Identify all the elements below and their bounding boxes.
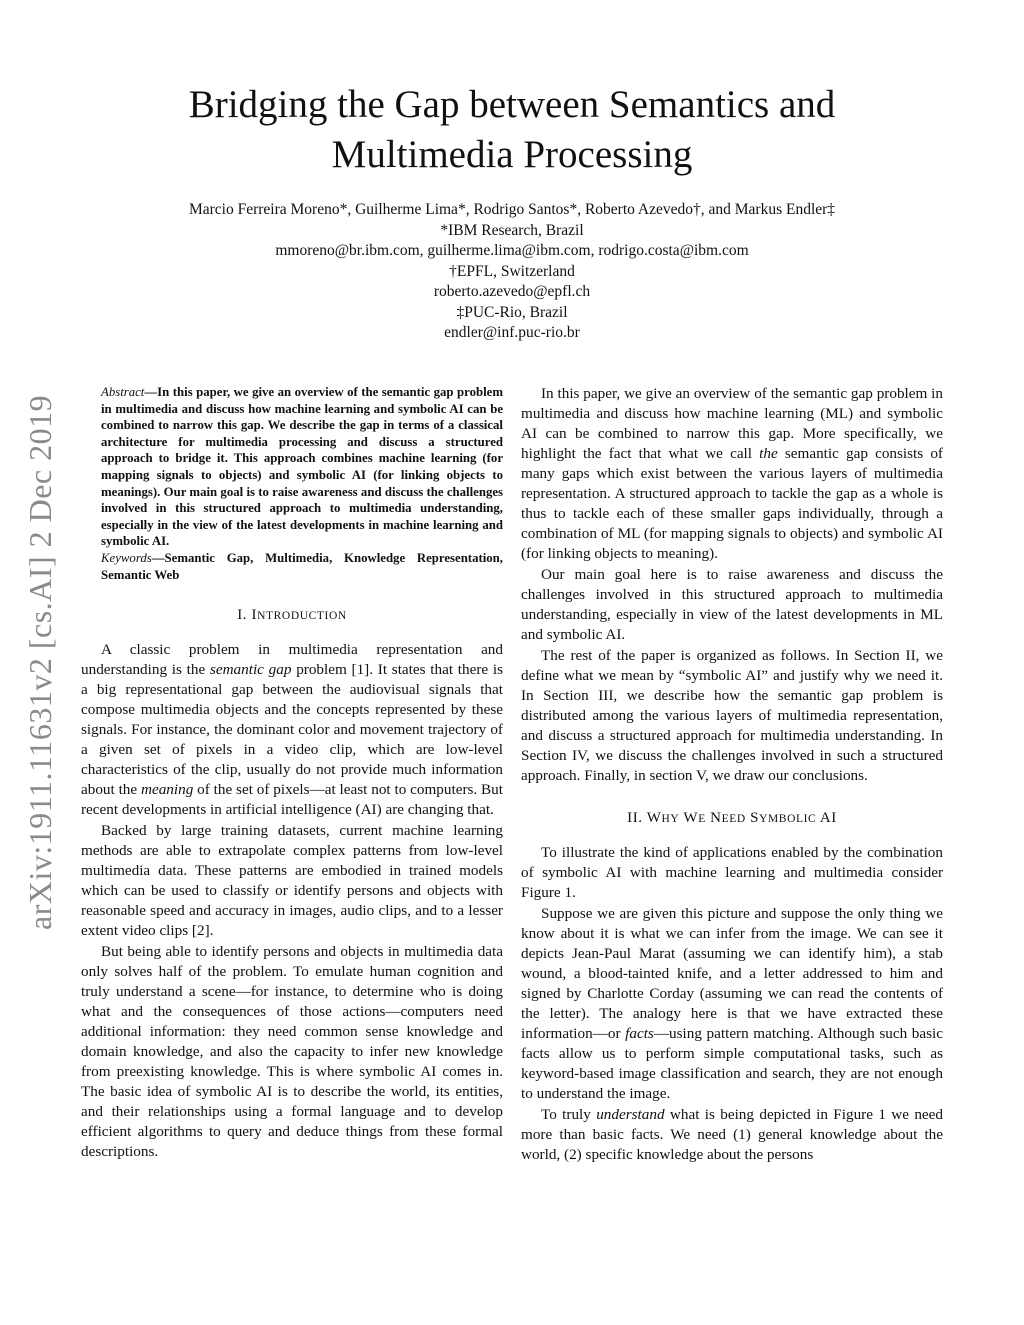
affiliation-ibm: *IBM Research, Brazil	[440, 221, 584, 239]
symbolic-p2-text-a: Suppose we are given this picture and suppose the only thing we know about it is what we can infer from the image. We can see it depicts Jean-Paul Marat (assuming we can identify him), a stab wound, a blood-tainted knife, and a letter addressed to him and signed by Charlotte Corday (assuming we can read the contents of the letter). The analogy here is that we have extracted these information—or	[521, 905, 943, 1042]
intro-p1-text-a: A classic problem in multimedia representation and understanding is the	[81, 641, 503, 679]
intro-p1-text-b: problem [1]. It states that there is a big representational gap between the audiovisual signals that compose multimedia objects and the concepts represented by these signals. For instance, the dominant color and movement trajectory of a given set of pixels in a video clip, which are low-level characteristics of the clip, usually do not provide much information about the	[81, 661, 503, 799]
symbolic-p2-emphasis: facts	[625, 1025, 654, 1042]
intro-p1-emphasis-2: meaning	[141, 781, 194, 799]
abstract-text: —In this paper, we give an overview of the semantic gap problem in multimedia and discuss how machine learning and symbolic AI can be combined to narrow this gap. We describe the gap in terms of a classical architecture for multimedia processing and discuss a structured approach to bridge it. This approach combines machine learning (for mapping signals to objects) and symbolic AI (for linking objects to meanings). Our main goal is to raise awareness and discuss the challenges involved in this structured approach to multimedia understanding, especially in the view of the latest developments in machine learning and symbolic AI.	[101, 385, 503, 549]
right-column	[521, 384, 943, 1165]
overview-paragraph-2: Our main goal here is to raise awareness and discuss the challenges involved in this structured approach to multimedia understanding, especially in view of the latest developments in ML and symbolic AI.	[521, 566, 943, 643]
author-names: Marcio Ferreira Moreno*, Guilherme Lima*, Rodrigo Santos*, Roberto Azevedo†, and Markus Endler‡	[188, 201, 836, 218]
section-number: I.	[237, 607, 248, 624]
section-heading-introduction	[81, 605, 503, 626]
symbolic-p3-text-b: what is being depicted in Figure 1 we need more than basic facts. We need (1) general knowledge about the world, (2) specific knowledge about the persons	[521, 1106, 943, 1163]
heading-word-initial: W	[683, 810, 699, 826]
symbolic-paragraph-2	[521, 904, 943, 1104]
title-line-1: Bridging the Gap between Semantics and	[188, 83, 836, 126]
author-block	[0, 200, 1024, 344]
heading-word-rest: E	[698, 813, 706, 825]
affiliation-puc-rio: ‡PUC-Rio, Brazil	[456, 303, 568, 321]
keywords	[81, 550, 503, 583]
overview-p1-text-a: In this paper, we give an overview of the semantic gap problem in multimedia and discuss how machine learning (ML) and symbolic AI can be combined to narrow this gap. More specifically, we highlight the fact that what we call	[521, 385, 943, 462]
intro-paragraph-1	[81, 640, 503, 820]
symbolic-p3-text-a: To truly	[541, 1106, 597, 1123]
left-column	[81, 384, 503, 1162]
email-epfl: roberto.azevedo@epfl.ch	[433, 283, 591, 300]
email-puc-rio: endler@inf.puc-rio.br	[444, 324, 580, 341]
overview-paragraph-3: The rest of the paper is organized as follows. In Section II, we define what we mean by “symbolic AI” and justify why we need it. In Section III, we describe how the semantic gap problem is distributed among the various layers of multimedia representation, and discuss a structured approach for multimedia understanding. In Section IV, we discuss the challenges involved in such a structured approach. Finally, in section V, we draw our conclusions.	[521, 647, 943, 784]
keywords-text: —Semantic Gap, Multimedia, Knowledge Representation, Semantic Web	[101, 550, 503, 582]
section-number: II.	[627, 810, 643, 826]
intro-paragraph-3: But being able to identify persons and objects in multimedia data only solves half of the problem. To emulate human cognition and truly understand a scene—for instance, to determine who is doing what and the consequences of those actions—computers need additional information: they need common sense knowledge and domain knowledge, and also the capacity to infer new knowledge from preexisting knowledge. This is where symbolic AI comes in. The basic idea of symbolic AI is to describe the world, its entities, and their relationships using a formal language and to develop efficient algorithms to query and deduce things from these formal descriptions.	[81, 943, 503, 1161]
keywords-label: Keywords	[101, 550, 152, 565]
abstract	[81, 384, 503, 550]
title-line-2: Multimedia Processing	[331, 133, 693, 176]
symbolic-paragraph-1: To illustrate the kind of applications enabled by the combination of symbolic AI with machine learning and multimedia consider Figure 1.	[521, 844, 943, 901]
heading-word-initial: N	[710, 810, 722, 826]
section-title-rest: NTRODUCTION	[257, 610, 347, 623]
heading-word-initial: S	[750, 810, 760, 826]
section-heading-symbolic-ai	[521, 808, 943, 829]
overview-p1-emphasis: the	[759, 445, 778, 462]
affiliation-epfl: †EPFL, Switzerland	[449, 262, 575, 280]
intro-paragraph-2: Backed by large training datasets, current machine learning methods are able to extrapolate complex patterns from low-level multimedia data. These patterns are embodied in trained models which can be used to classify or identify persons and objects with reasonable speed and accuracy in images, audio clips, and to a lesser extent video clips [2].	[81, 822, 503, 940]
heading-word-rest: HY	[661, 813, 680, 825]
paper-title	[0, 80, 1024, 180]
abstract-label: Abstract	[101, 385, 145, 399]
heading-word-rest: YMBOLIC	[759, 813, 817, 825]
heading-word-initial: AI	[819, 810, 837, 826]
overview-paragraph-1	[521, 384, 943, 564]
overview-p1-text-b: semantic gap consists of many gaps which exist between the various layers of multimedia representation. A structured approach to tackle the gap as a whole is thus to tackle each of these smaller gaps individually, through a combination of ML (for mapping signals to objects) and symbolic AI (for linking objects to meaning).	[521, 445, 943, 562]
intro-p1-text-c: of the set of pixels—at least not to computers. But recent developments in artificial intelligence (AI) are changing that.	[81, 781, 503, 819]
arxiv-stamp: arXiv:1911.11631v2 [cs.AI] 2 Dec 2019	[22, 394, 58, 930]
symbolic-paragraph-3	[521, 1105, 943, 1165]
emails-ibm: mmoreno@br.ibm.com, guilherme.lima@ibm.com, rodrigo.costa@ibm.com	[275, 242, 749, 259]
intro-p1-emphasis: semantic gap	[209, 661, 292, 679]
section-title-initial: I	[251, 607, 258, 624]
heading-word-initial: W	[646, 810, 662, 826]
symbolic-p3-emphasis: understand	[596, 1106, 665, 1123]
symbolic-p2-text-b: —using pattern matching. Although such basic facts allow us to perform simple computational tasks, such as keyword-based image classification and search, they are not enough to understand the image.	[521, 1025, 943, 1102]
heading-word-rest: EED	[721, 813, 746, 825]
